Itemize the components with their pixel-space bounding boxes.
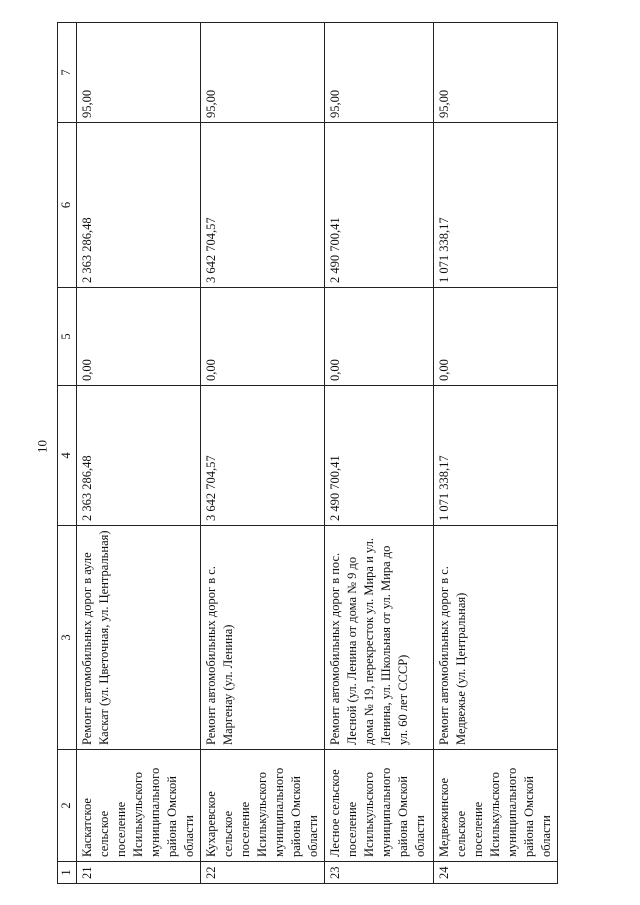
header-cell: 7 (58, 23, 77, 123)
work-description: Ремонт автомобильных дорог в с. Маргенау (ул. Ленина) (201, 526, 325, 750)
data-table (57, 22, 558, 884)
header-row (58, 23, 77, 884)
settlement-name: Каскатское сельское поселение Исилькульского муниципального района Омской области (77, 750, 201, 862)
work-description: Ремонт автомобильных дорог в с. Медвежье (ул. Центральная) (434, 526, 558, 750)
percent-col7: 95,00 (77, 23, 201, 123)
work-description: Ремонт автомобильных дорог в пос. Лесной (ул. Ленина от дома № 9 до дома № 19, перекресток ул. Мира и ул. Ленина, ул. Школьная от ул. Мира до ул. 60 лет СССР) (325, 526, 434, 750)
amount-col4: 1 071 338,17 (434, 386, 558, 526)
table-row (434, 23, 558, 884)
settlement-name: Медвежинское сельское поселение Исилькульского муниципального района Омской области (434, 750, 558, 862)
amount-col4: 2 490 700,41 (325, 386, 434, 526)
amount-col6: 2 490 700,41 (325, 123, 434, 288)
row-number: 22 (201, 862, 325, 884)
amount-col5: 0,00 (77, 288, 201, 386)
percent-col7: 95,00 (201, 23, 325, 123)
amount-col6: 2 363 286,48 (77, 123, 201, 288)
settlement-name: Лесное сельское поселение Исилькульского муниципального района Омской области (325, 750, 434, 862)
settlement-name: Кухаревское сельское поселение Исилькульского муниципального района Омской области (201, 750, 325, 862)
row-number: 24 (434, 862, 558, 884)
work-description: Ремонт автомобильных дорог в ауле Каскат (ул. Цветочная, ул. Центральная) (77, 526, 201, 750)
row-number: 21 (77, 862, 201, 884)
header-cell: 1 (58, 862, 77, 884)
amount-col6: 1 071 338,17 (434, 123, 558, 288)
table-row (77, 23, 201, 884)
amount-col4: 3 642 704,57 (201, 386, 325, 526)
amount-col6: 3 642 704,57 (201, 123, 325, 288)
header-cell: 3 (58, 526, 77, 750)
page-number: 10 (34, 440, 50, 453)
amount-col4: 2 363 286,48 (77, 386, 201, 526)
header-cell: 2 (58, 750, 77, 862)
percent-col7: 95,00 (434, 23, 558, 123)
table-row (325, 23, 434, 884)
amount-col5: 0,00 (201, 288, 325, 386)
header-cell: 5 (58, 288, 77, 386)
header-cell: 6 (58, 123, 77, 288)
amount-col5: 0,00 (434, 288, 558, 386)
rotated-page-content (57, 23, 607, 884)
table-row (201, 23, 325, 884)
percent-col7: 95,00 (325, 23, 434, 123)
amount-col5: 0,00 (325, 288, 434, 386)
header-cell: 4 (58, 386, 77, 526)
row-number: 23 (325, 862, 434, 884)
